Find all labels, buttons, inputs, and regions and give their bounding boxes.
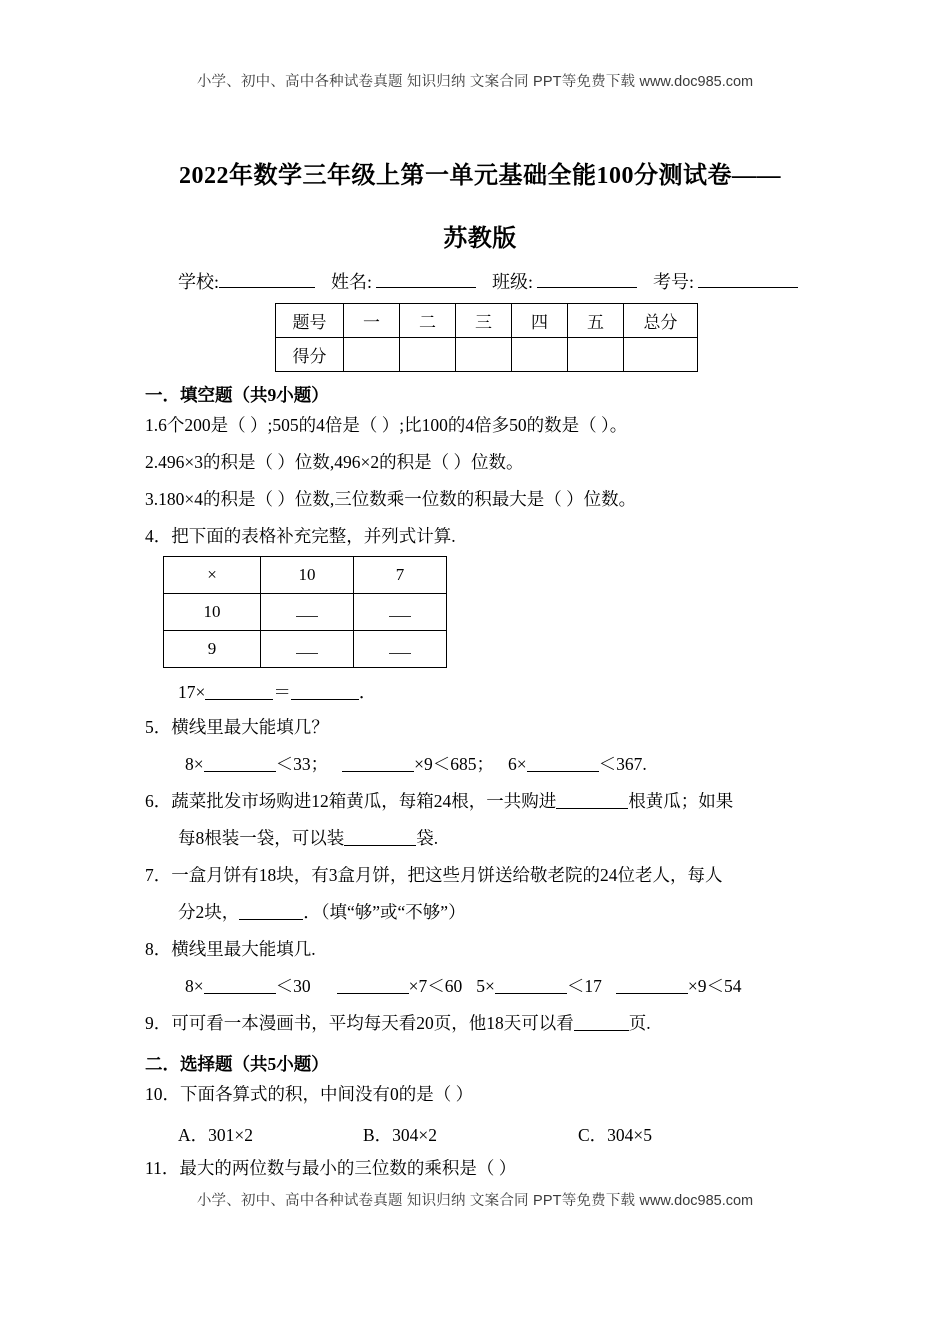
mult-grid-row-label-1: 10 [164,594,261,631]
header-promo-text: 小学、初中、高中各种试卷真题 知识归纳 文案合同 PPT等免费下载 [196,74,636,90]
question-1: 1.6个200是（ ）;505的4倍是（ ）;比100的4倍多50的数是（ ）。 [145,415,628,435]
question-5-blank-c[interactable] [527,757,599,772]
mult-grid-operator-cell: × [164,557,261,594]
table-row [164,594,447,631]
question-4-stem: 4．把下面的表格补充完整，并列式计算. [145,526,456,546]
footer-promo-text: 小学、初中、高中各种试卷真题 知识归纳 文案合同 PPT等免费下载 [196,1193,636,1209]
score-table-col-3: 三 [456,304,512,338]
page-header-banner [0,70,950,91]
answer-dash-icon [389,607,411,617]
score-cell-5[interactable] [568,338,624,372]
exam-number-label: 考号: [653,272,695,292]
score-table-col-total: 总分 [624,304,698,338]
mult-grid-answer-cell-r2c1[interactable] [261,631,354,668]
page-title-line-2: 苏教版 [443,226,517,252]
question-7-line-1: 7．一盒月饼有18块，有3盒月饼，把这些月饼送给敬老院的24位老人，每人 [145,865,723,885]
question-8c-prefix: 5× [476,976,495,996]
question-7-blank[interactable] [239,905,303,920]
mult-grid-answer-cell-r1c1[interactable] [261,594,354,631]
question-4-equals-sign: ＝ [273,682,291,702]
student-identity-line [178,268,798,294]
question-9-text-a: 9．可可看一本漫画书，平均每天看20页，他18天可以看 [145,1013,574,1033]
school-label: 学校: [178,272,220,292]
question-5-blank-a[interactable] [204,757,276,772]
question-6-line-1 [145,792,733,811]
question-7-text-b: ．（填“够”或“不够”） [303,902,466,922]
footer-site-url: www.doc985.com [639,1193,754,1209]
question-8-blank-a[interactable] [204,979,276,994]
score-table-col-5: 五 [568,304,624,338]
question-5b-suffix: ×9＜685； [414,754,494,774]
question-4-blank-2[interactable] [291,685,359,700]
option-b-question-10[interactable]: B．304×2 [363,1125,438,1145]
question-8a-suffix: ＜30 [275,976,311,996]
question-6-line-2 [178,829,438,848]
mult-grid-answer-cell-r2c2[interactable] [354,631,447,668]
question-8-expressions [185,977,742,996]
question-7-text-a: 分2块， [178,902,240,922]
question-4-multiplication-grid [163,556,447,668]
question-5a-suffix: ＜33； [275,754,329,774]
question-9-blank[interactable] [574,1016,629,1031]
question-8-blank-b[interactable] [337,979,409,994]
question-4-equation-suffix: ． [358,682,377,702]
score-cell-4[interactable] [512,338,568,372]
question-6-blank-2[interactable] [344,831,416,846]
page-title-line-1: 2022年数学三年级上第一单元基础全能100分测试卷—— [179,163,781,189]
table-row [164,631,447,668]
question-5c-suffix: ＜367. [598,754,647,774]
mult-grid-row-label-2: 9 [164,631,261,668]
question-6-text-d: 袋. [416,828,439,848]
score-table-col-2: 二 [400,304,456,338]
score-cell-2[interactable] [400,338,456,372]
question-4-equation [178,683,376,702]
school-input-blank[interactable] [219,272,315,288]
answer-dash-icon [296,607,318,617]
question-3: 3.180×4的积是（ ）位数,三位数乘一位数的积最大是（ ）位数。 [145,489,637,509]
option-c-question-10[interactable]: C．304×5 [578,1125,653,1145]
mult-grid-answer-cell-r1c2[interactable] [354,594,447,631]
header-site-url: www.doc985.com [639,74,754,90]
question-9-text-b: 页. [628,1013,651,1033]
question-4-equation-prefix: 17× [178,682,206,702]
name-input-blank[interactable] [376,272,476,288]
score-cell-3[interactable] [456,338,512,372]
question-6-text-c: 每8根装一袋，可以装 [178,828,345,848]
mult-grid-header-col-2: 7 [354,557,447,594]
name-label: 姓名: [331,272,373,292]
question-8-blank-c[interactable] [495,979,567,994]
question-5-stem: 5．横线里最大能填几？ [145,717,329,737]
question-9 [145,1014,651,1033]
question-8-stem: 8．横线里最大能填几. [145,939,316,959]
score-cell-1[interactable] [344,338,400,372]
page-footer-banner [0,1189,950,1210]
question-6-blank-1[interactable] [556,794,628,809]
question-7-line-2 [178,903,466,922]
score-summary-table [275,303,698,372]
question-8-blank-d[interactable] [616,979,688,994]
question-6-text-a: 6．蔬菜批发市场购进12箱黄瓜，每箱24根，一共购进 [145,791,557,811]
question-10-stem: 10．下面各算式的积，中间没有0的是（ ） [145,1084,474,1104]
question-5a-prefix: 8× [185,754,204,774]
score-cell-total[interactable] [624,338,698,372]
question-8a-prefix: 8× [185,976,204,996]
question-8c-suffix: ＜17 [566,976,602,996]
table-row-question-numbers [276,304,698,338]
question-4-blank-1[interactable] [205,685,273,700]
question-6-text-b: 根黄瓜；如果 [628,791,734,811]
answer-dash-icon [389,644,411,654]
class-label: 班级: [492,272,534,292]
question-5c-prefix: 6× [508,754,527,774]
score-table-row-label-2: 得分 [276,338,344,372]
section-heading-fill-in: 一．填空题（共9小题） [145,385,329,405]
question-11-stem: 11．最大的两位数与最小的三位数的乘积是（ ） [145,1158,517,1178]
table-row [164,557,447,594]
answer-dash-icon [296,644,318,654]
mult-grid-header-col-1: 10 [261,557,354,594]
option-a-question-10[interactable]: A．301×2 [178,1125,254,1145]
question-8d-suffix: ×9＜54 [687,976,742,996]
score-table-col-1: 一 [344,304,400,338]
table-row-scores [276,338,698,372]
score-table-col-4: 四 [512,304,568,338]
question-5-expressions [185,755,647,774]
question-10-options [178,1122,652,1147]
score-table-row-label-1: 题号 [276,304,344,338]
question-8b-suffix: ×7＜60 [408,976,463,996]
question-5-blank-b[interactable] [342,757,414,772]
section-heading-multiple-choice: 二．选择题（共5小题） [145,1054,329,1074]
exam-number-input-blank[interactable] [698,272,798,288]
class-input-blank[interactable] [537,272,637,288]
question-2: 2.496×3的积是（ ）位数,496×2的积是（ ）位数。 [145,452,524,472]
